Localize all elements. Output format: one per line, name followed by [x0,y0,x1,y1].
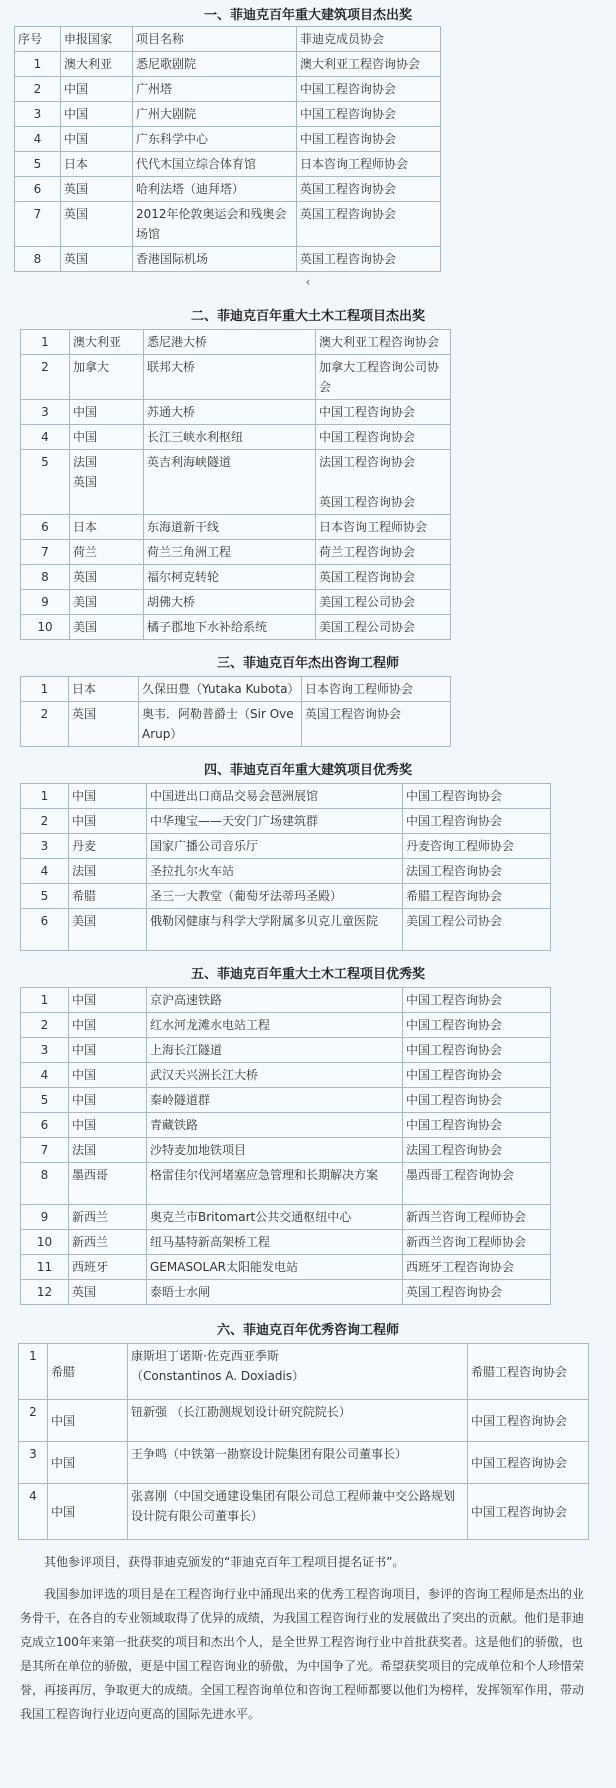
row-number-cell: 4 [21,425,70,450]
awards-table [14,26,441,272]
row-number-cell: 3 [21,1038,69,1063]
country-cell: 中国 [70,400,144,425]
member-association-cell: 中国工程咨询协会 [403,988,551,1013]
table-row [21,355,451,400]
table-row [21,1013,551,1038]
table-row [15,202,441,247]
member-association-cell: 中国工程咨询协会 [403,1013,551,1038]
row-number-cell: 11 [21,1255,69,1280]
country-cell: 英国 [61,202,133,247]
row-number-cell: 10 [21,1230,69,1255]
table-row [19,1400,589,1442]
member-association-cell: 中国工程咨询协会 [403,1088,551,1113]
closing-line: 其他参评项目，获得菲迪克颁发的“菲迪克百年工程项目提名证书”。 [44,1555,405,1569]
table-row [19,1344,589,1400]
member-association-cell: 新西兰咨询工程师协会 [403,1205,551,1230]
project-name-cell: 联邦大桥 [144,355,316,400]
project-name-cell: 苏通大桥 [144,400,316,425]
row-number-cell: 1 [19,1344,48,1400]
member-association-cell: 希腊工程咨询协会 [468,1344,589,1400]
table-header-row [15,27,441,52]
table-row [21,1113,551,1138]
row-number-cell: 7 [21,1138,69,1163]
project-name-cell: 中华瑰宝——天安门广场建筑群 [147,809,403,834]
row-number-cell: 7 [21,540,70,565]
member-association-cell: 英国工程咨询协会 [316,565,451,590]
row-number-cell: 10 [21,615,70,640]
member-association-cell: 中国工程咨询协会 [297,102,441,127]
country-cell: 新西兰 [69,1230,147,1255]
project-name-cell: 武汉天兴洲长江大桥 [147,1063,403,1088]
table-row [21,988,551,1013]
row-number-cell: 2 [21,702,69,747]
row-number-cell: 3 [15,102,61,127]
member-association-cell: 中国工程咨询协会 [403,1063,551,1088]
country-cell: 丹麦 [69,834,147,859]
chevron-left-icon[interactable]: ‹ [305,275,311,289]
member-association-cell: 日本咨询工程师协会 [297,152,441,177]
member-association-cell: 英国工程咨询协会 [302,702,451,747]
section-6 [0,1319,616,1540]
table-row [21,1280,551,1305]
closing-paragraph: 我国参加评选的项目是在工程咨询行业中涌现出来的优秀工程咨询项目，参评的咨询工程师是杰出的业务骨干，在各自的专业领域取得了优异的成绩，为我国工程咨询行业的发展做出了突出的贡献。他们是菲迪克成立100年来第一批获奖的项目和杰出个人，是全世界工程咨询行业中首批获奖者。这是他们的骄傲，也是其所在单位的骄傲，更是中国工程咨询业的骄傲，为中国争了光。希望获奖项目的完成单位和个人珍惜荣誉，再接再厉，争取更大的成绩。全国工程咨询单位和咨询工程师都要以他们为榜样，发挥领军作用，带动我国工程咨询行业迈向更高的国际先进水平。 [20,1587,585,1721]
table-row [15,152,441,177]
awards-table [20,329,451,640]
country-cell: 中国 [48,1484,128,1540]
country-cell: 中国 [69,784,147,809]
table-row [15,247,441,272]
table-body [15,52,441,272]
country-cell: 英国 [61,177,133,202]
row-number-cell: 8 [15,247,61,272]
member-association-cell: 中国工程咨询协会 [403,1038,551,1063]
table-row [21,400,451,425]
table-body [21,677,451,747]
row-number-cell: 2 [21,1013,69,1038]
project-name-cell: 纽马基特新高架桥工程 [147,1230,403,1255]
row-number-cell: 9 [21,1205,69,1230]
member-association-cell: 中国工程咨询协会 [297,127,441,152]
awards-table [20,783,551,951]
country-cell: 荷兰 [70,540,144,565]
project-name-cell: 代代木国立综合体育馆 [133,152,297,177]
project-name-cell: 广东科学中心 [133,127,297,152]
country-cell: 法国 英国 [70,450,144,515]
member-association-cell: 墨西哥工程咨询协会 [403,1163,551,1205]
project-name-cell: 沙特麦加地铁项目 [147,1138,403,1163]
header-cell: 项目名称 [133,27,297,52]
table-row [21,859,551,884]
row-number-cell: 2 [15,77,61,102]
member-association-cell: 澳大利亚工程咨询协会 [297,52,441,77]
table-row [15,102,441,127]
row-number-cell: 4 [21,1063,69,1088]
country-cell: 墨西哥 [69,1163,147,1205]
member-association-cell: 西班牙工程咨询协会 [403,1255,551,1280]
country-cell: 中国 [70,425,144,450]
table-row [21,784,551,809]
project-name-cell: GEMASOLAR太阳能发电站 [147,1255,403,1280]
table-row [15,77,441,102]
row-number-cell: 8 [21,565,70,590]
section-4 [0,759,616,951]
row-number-cell: 4 [15,127,61,152]
country-cell: 加拿大 [70,355,144,400]
project-name-cell: 张喜刚（中国交通建设集团有限公司总工程师兼中交公路规划设计院有限公司董事长） [128,1484,468,1540]
row-number-cell: 1 [21,330,70,355]
table-row [21,1163,551,1205]
header-cell: 序号 [15,27,61,52]
project-name-cell: 王争鸣（中铁第一勘察设计院集团有限公司董事长） [128,1442,468,1484]
member-association-cell: 澳大利亚工程咨询协会 [316,330,451,355]
member-association-cell: 英国工程咨询协会 [297,177,441,202]
table-row [21,1230,551,1255]
project-name-cell: 橘子郡地下水补给系统 [144,615,316,640]
row-number-cell: 2 [21,809,69,834]
awards-table [20,987,551,1305]
row-number-cell: 6 [15,177,61,202]
country-cell: 中国 [48,1400,128,1442]
project-name-cell: 秦岭隧道群 [147,1088,403,1113]
project-name-cell: 钮新强 （长江勘测规划设计研究院院长） [128,1400,468,1442]
row-number-cell: 12 [21,1280,69,1305]
country-cell: 新西兰 [69,1205,147,1230]
country-cell: 希腊 [48,1344,128,1400]
country-cell: 中国 [69,1113,147,1138]
country-cell: 法国 [69,859,147,884]
project-name-cell: 京沪高速铁路 [147,988,403,1013]
table-row [21,1138,551,1163]
project-name-cell: 广州塔 [133,77,297,102]
country-cell: 日本 [69,677,139,702]
country-cell: 美国 [69,909,147,951]
table-row [15,177,441,202]
project-name-cell: 上海长江隧道 [147,1038,403,1063]
row-number-cell: 6 [21,515,70,540]
row-number-cell: 3 [21,400,70,425]
country-cell: 澳大利亚 [61,52,133,77]
table-row [19,1442,589,1484]
project-name-cell: 格雷佳尔伐河堵塞应急管理和长期解决方案 [147,1163,403,1205]
country-cell: 英国 [69,1280,147,1305]
country-cell: 中国 [69,1038,147,1063]
table-row [21,1255,551,1280]
section-5 [0,963,616,1305]
country-cell: 中国 [48,1442,128,1484]
table-row [21,834,551,859]
header-cell: 菲迪克成员协会 [297,27,441,52]
member-association-cell: 美国工程公司协会 [316,615,451,640]
project-name-cell: 青藏铁路 [147,1113,403,1138]
country-cell: 美国 [70,590,144,615]
row-number-cell: 5 [21,1088,69,1113]
country-cell: 中国 [69,809,147,834]
member-association-cell: 日本咨询工程师协会 [302,677,451,702]
row-number-cell: 1 [21,677,69,702]
country-cell: 中国 [69,1088,147,1113]
country-cell: 法国 [69,1138,147,1163]
country-cell: 日本 [61,152,133,177]
section-title: 一、菲迪克百年重大建筑项目杰出奖 [203,8,412,23]
awards-table [20,676,451,747]
member-association-cell: 中国工程咨询协会 [403,1113,551,1138]
table-row [21,1038,551,1063]
country-cell: 中国 [69,1013,147,1038]
row-number-cell: 4 [21,859,69,884]
member-association-cell: 英国工程咨询协会 [403,1280,551,1305]
project-name-cell: 奥韦．阿勒普爵士（Sir Ove Arup） [139,702,302,747]
table-row [21,425,451,450]
member-association-cell: 希腊工程咨询协会 [403,884,551,909]
project-name-cell: 长江三峡水利枢纽 [144,425,316,450]
member-association-cell: 新西兰咨询工程师协会 [403,1230,551,1255]
section-title: 三、菲迪克百年杰出咨询工程师 [216,656,399,671]
section-3 [0,652,616,747]
member-association-cell: 中国工程咨询协会 [468,1442,589,1484]
project-name-cell: 香港国际机场 [133,247,297,272]
member-association-cell: 法国工程咨询协会 [403,1138,551,1163]
table-row [19,1484,589,1540]
table-body [21,988,551,1305]
country-cell: 英国 [61,247,133,272]
member-association-cell: 法国工程咨询协会 英国工程咨询协会 [316,450,451,515]
member-association-cell: 美国工程公司协会 [316,590,451,615]
project-name-cell: 悉尼港大桥 [144,330,316,355]
project-name-cell: 康斯坦丁诺斯·佐克西亚季斯 （Constantinos A. Doxiadis） [128,1344,468,1400]
country-cell: 中国 [61,102,133,127]
project-name-cell: 红水河龙滩水电站工程 [147,1013,403,1038]
table-row [21,565,451,590]
row-number-cell: 2 [19,1400,48,1442]
row-number-cell: 6 [21,909,69,951]
project-name-cell: 东海道新干线 [144,515,316,540]
row-number-cell: 3 [19,1442,48,1484]
row-number-cell: 7 [15,202,61,247]
table-row [21,702,451,747]
row-number-cell: 3 [21,834,69,859]
table-row [21,1205,551,1230]
table-row [21,1063,551,1088]
row-number-cell: 1 [21,988,69,1013]
country-cell: 英国 [70,565,144,590]
member-association-cell: 中国工程咨询协会 [403,809,551,834]
row-number-cell: 8 [21,1163,69,1205]
table-row [15,127,441,152]
table-row [21,590,451,615]
member-association-cell: 英国工程咨询协会 [297,202,441,247]
table-row [21,615,451,640]
table-row [21,515,451,540]
project-name-cell: 福尔柯克转轮 [144,565,316,590]
project-name-cell: 英吉利海峡隧道 [144,450,316,515]
table-body [21,330,451,640]
project-name-cell: 广州大剧院 [133,102,297,127]
row-number-cell: 9 [21,590,70,615]
table-row [15,52,441,77]
table-row [21,677,451,702]
section-title: 六、菲迪克百年优秀咨询工程师 [216,1323,399,1338]
row-number-cell: 5 [21,884,69,909]
project-name-cell: 泰晤士水闸 [147,1280,403,1305]
section-title: 五、菲迪克百年重大土木工程项目优秀奖 [190,967,425,982]
member-association-cell: 加拿大工程咨询公司协会 [316,355,451,400]
row-number-cell: 5 [15,152,61,177]
member-association-cell: 丹麦咨询工程师协会 [403,834,551,859]
country-cell: 日本 [70,515,144,540]
table-row [21,330,451,355]
project-name-cell: 圣拉扎尔火车站 [147,859,403,884]
row-number-cell: 2 [21,355,70,400]
member-association-cell: 英国工程咨询协会 [297,247,441,272]
member-association-cell: 中国工程咨询协会 [316,425,451,450]
country-cell: 希腊 [69,884,147,909]
project-name-cell: 久保田豊（Yutaka Kubota） [139,677,302,702]
row-number-cell: 1 [15,52,61,77]
section-title: 二、菲迪克百年重大土木工程项目杰出奖 [190,309,425,324]
table-row [21,884,551,909]
project-name-cell: 奥克兰市Britomart公共交通枢纽中心 [147,1205,403,1230]
section-title: 四、菲迪克百年重大建筑项目优秀奖 [203,763,412,778]
member-association-cell: 法国工程咨询协会 [403,859,551,884]
table-row [21,809,551,834]
table-body [19,1344,589,1540]
country-cell: 中国 [61,127,133,152]
row-number-cell: 1 [21,784,69,809]
project-name-cell: 胡佛大桥 [144,590,316,615]
member-association-cell: 日本咨询工程师协会 [316,515,451,540]
member-association-cell: 中国工程咨询协会 [468,1484,589,1540]
member-association-cell: 中国工程咨询协会 [468,1400,589,1442]
member-association-cell: 中国工程咨询协会 [403,784,551,809]
project-name-cell: 中国进出口商品交易会琶洲展馆 [147,784,403,809]
country-cell: 中国 [61,77,133,102]
project-name-cell: 哈利法塔（迪拜塔） [133,177,297,202]
section-2 [0,305,616,640]
member-association-cell: 中国工程咨询协会 [297,77,441,102]
table-row [21,1088,551,1113]
header-cell: 申报国家 [61,27,133,52]
member-association-cell: 美国工程公司协会 [403,909,551,951]
project-name-cell: 国家广播公司音乐厅 [147,834,403,859]
table-row [21,450,451,515]
country-cell: 美国 [70,615,144,640]
row-number-cell: 4 [19,1484,48,1540]
project-name-cell: 荷兰三角洲工程 [144,540,316,565]
member-association-cell: 中国工程咨询协会 [316,400,451,425]
member-association-cell: 荷兰工程咨询协会 [316,540,451,565]
project-name-cell: 俄勒冈健康与科学大学附属多贝克儿童医院 [147,909,403,951]
country-cell: 西班牙 [69,1255,147,1280]
country-cell: 英国 [69,702,139,747]
country-cell: 澳大利亚 [70,330,144,355]
section-1 [0,0,616,291]
row-number-cell: 5 [21,450,70,515]
project-name-cell: 圣三一大教堂（葡萄牙法蒂玛圣殿） [147,884,403,909]
project-name-cell: 悉尼歌剧院 [133,52,297,77]
project-name-cell: 2012年伦敦奥运会和残奥会场馆 [133,202,297,247]
country-cell: 中国 [69,988,147,1013]
table-body [21,784,551,951]
country-cell: 中国 [69,1063,147,1088]
table-row [21,540,451,565]
row-number-cell: 6 [21,1113,69,1138]
table-row [21,909,551,951]
awards-table [18,1343,589,1540]
